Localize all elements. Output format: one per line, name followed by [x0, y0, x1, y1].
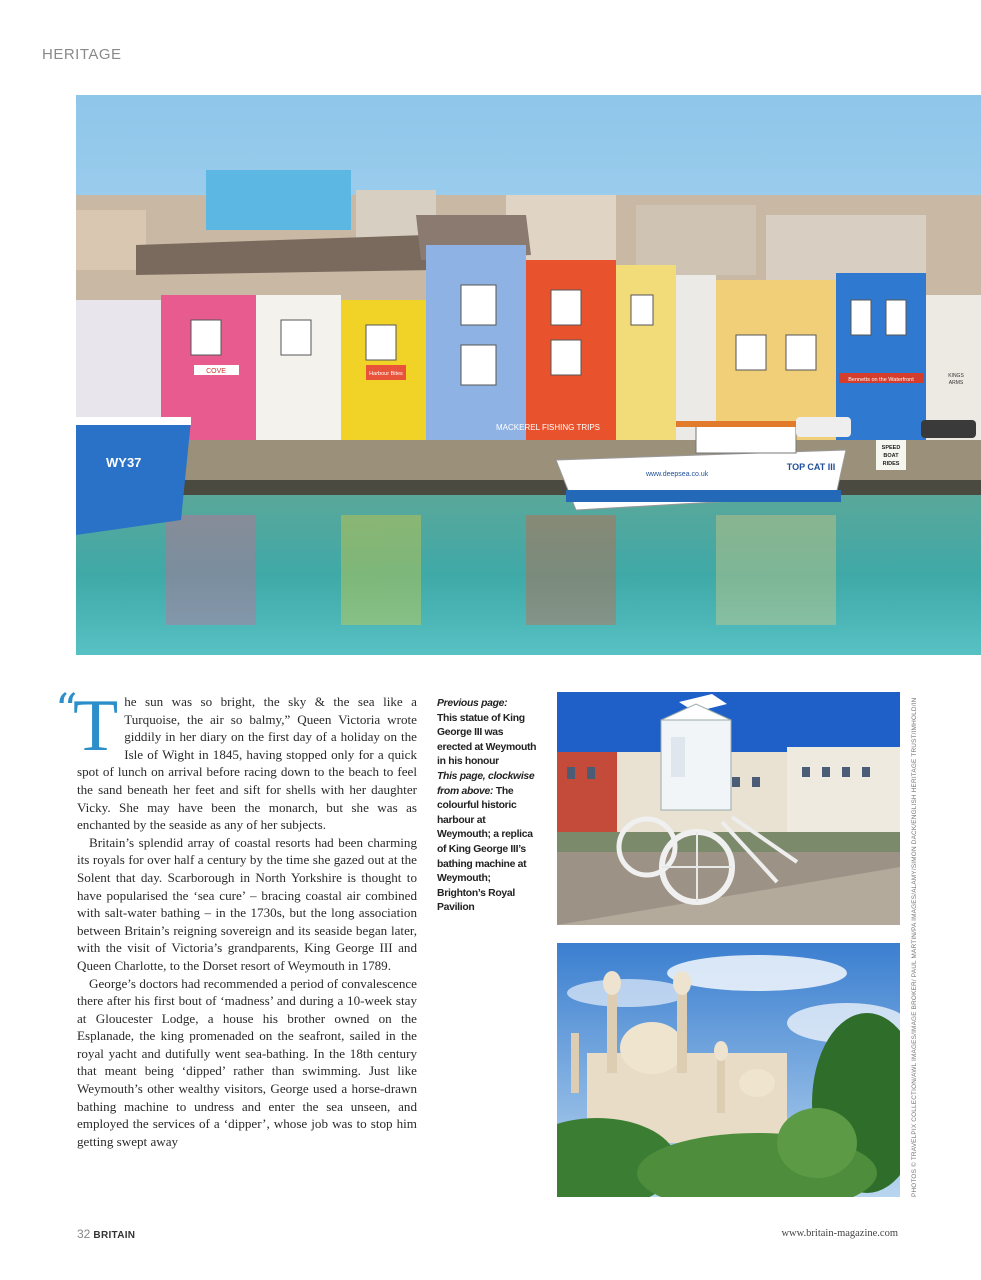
article-paragraph-2: Britain’s splendid array of coastal resorts had been charming its royals for over half a century by the time she gazed out at the Solent that day. Scarborough in North Yorkshire is thought to have popularised the ‘sea cure’ – bracing coastal air combined with salt-water bathing – in the 1730s, but the long association between Britain’s reigning sovereign and its seaside began later, with the visit of Victoria’s grandparents, King George III and Queen Charlotte, to the Dorset resort of Weymouth in 1789. — [77, 834, 417, 973]
photo-caption — [437, 697, 537, 916]
article-paragraph-1-text: he sun was so bright, the sky & the sea like a Turquoise, the air so balmy,” Queen Victoria wrote giddily in her diary on the first day of a holiday on the Isle of Wight in 1845, having stopped only for a quick spot of lunch on arrival before racing down to the beach to feel the sand beneath her feet and sift for shells with her daughter Vicky. She may have been the monarch, but she was as enchanted by the seaside as any of her subjects. — [77, 694, 417, 833]
hero-photo-weymouth-harbour — [76, 95, 981, 655]
footer-url: www.britain-magazine.com — [781, 1228, 898, 1239]
hero-sign-harbour: Harbour Bites — [369, 371, 403, 377]
photo-credits: PHOTOS © TRAVELPIX COLLECTION/AWL IMAGES/IMAGE BROKER/ PAUL MARTIN/PA IMAGES/ALAMY/SIMON DACK/ENGLISH HERITAGE TRUST/IMHOLD/IN — [911, 697, 918, 1197]
caption-text-this-page: The colourful historic harbour at Weymouth; a replica of King George III’s bathing machine at Weymouth; Brighton’s Royal Pavilion — [437, 785, 533, 914]
hero-sign-kings-1: KINGS — [948, 373, 964, 379]
article-paragraph-1 — [73, 685, 417, 834]
caption-label-this-page: This page, clockwise from above: — [437, 770, 535, 797]
hero-boat-left-id: WY37 — [106, 455, 142, 470]
hero-boat-right-name: TOP CAT III — [786, 462, 836, 472]
article-body — [55, 685, 417, 1150]
opening-quote-mark: “ — [55, 685, 78, 736]
drop-cap: T — [73, 685, 119, 767]
photo-bathing-machine — [557, 692, 900, 925]
caption-text-previous: This statue of King George III was erected at Weymouth in his honour — [437, 712, 537, 768]
hero-sign-cove: COVE — [206, 368, 226, 375]
hero-sign-speed-1: SPEED — [881, 445, 901, 451]
hero-sign-speed-2: BOAT — [883, 453, 899, 459]
magazine-brand: BRITAIN — [93, 1230, 136, 1241]
hero-boat-web: www.deepsea.co.uk — [646, 471, 709, 478]
footer-page-info — [77, 1227, 135, 1241]
hero-sign-speed-3: RIDES — [882, 461, 900, 467]
page-number: 32 — [77, 1227, 91, 1241]
photo-royal-pavilion — [557, 943, 900, 1197]
hero-sign-kings-2: ARMS — [948, 380, 964, 386]
hero-sign-mackerel: MACKEREL FISHING TRIPS — [496, 423, 601, 432]
hero-sign-waterfront: Bennetts on the Waterfront — [848, 377, 914, 383]
caption-label-previous: Previous page: — [437, 698, 508, 709]
section-label: HERITAGE — [42, 46, 122, 63]
article-paragraph-3: George’s doctors had recommended a period of convalescence there after his first bout of ‘madness’ and during a 10-week stay at Gloucester Lodge, a house his brother owned on the Esplanade, the king promenaded on the seafront, sailed in the royal yacht and dutifully went sea-bathing. In the 18th century that meant being ‘dipped’ rather than swimming. Just like Weymouth’s other wealthy visitors, George used a horse-drawn bathing machine to undress and enter the sea unseen, and employed the services of a ‘dipper’, whose job was to stop him getting swept away — [77, 975, 417, 1149]
